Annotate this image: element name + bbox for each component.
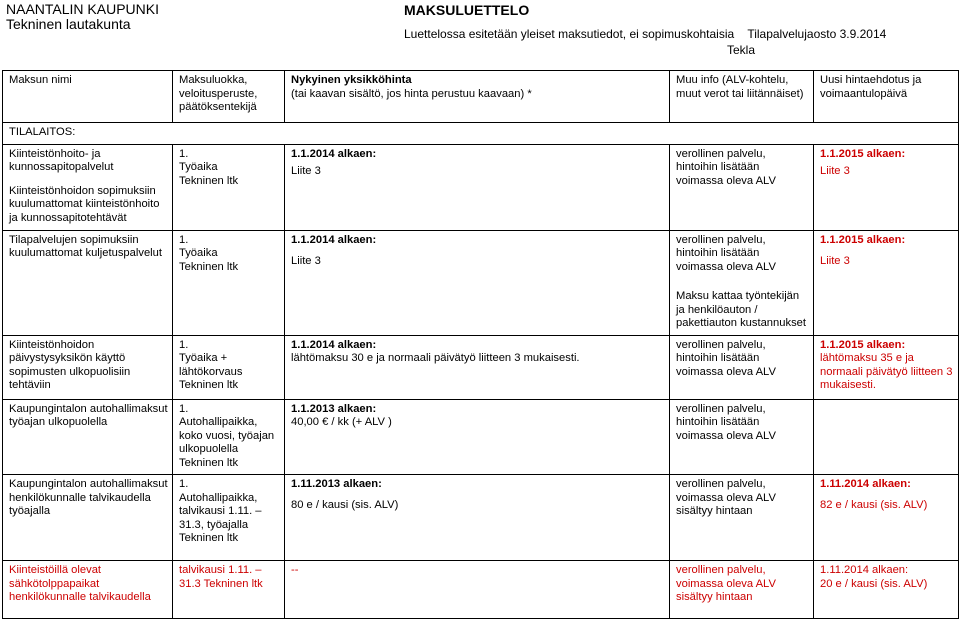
col-header-new-price: Uusi hintaehdotus ja voimaantulopäivä bbox=[814, 71, 959, 123]
col-header-info: Muu info (ALV-kohtelu, muut verot tai liitännäiset) bbox=[670, 71, 814, 123]
fee-name-cell: Tilapalvelujen sopimuksiin kuulumattomat kuljetuspalvelut bbox=[3, 230, 173, 335]
fee-table bbox=[2, 70, 959, 619]
document-title: MAKSULUETTELO bbox=[404, 2, 530, 18]
info-cell: verollinen palvelu, voimassa oleva ALV sisältyy hintaan bbox=[670, 475, 814, 561]
new-price-cell: 1.1.2015 alkaen: Liite 3 bbox=[814, 230, 959, 335]
table-row bbox=[3, 399, 959, 475]
fee-name-cell: Kiinteistöillä olevat sähkötolppapaikat henkilökunnalle talvikaudella bbox=[3, 561, 173, 619]
fee-class-cell: 1. Työaika Tekninen ltk bbox=[173, 230, 285, 335]
info-cell: verollinen palvelu, hintoihin lisätään voimassa oleva ALV Maksu kattaa työntekijän ja henkilöauton / pakettiauton kustannukset bbox=[670, 230, 814, 335]
price-cell: 1.1.2014 alkaen: Liite 3 bbox=[285, 144, 670, 230]
new-price-cell: 1.1.2015 alkaen: lähtömaksu 35 e ja normaali päivätyö liitteen 3 mukaisesti. bbox=[814, 335, 959, 399]
org-line-2: Tekninen lautakunta bbox=[6, 16, 131, 32]
table-row bbox=[3, 144, 959, 230]
info-cell: verollinen palvelu, hintoihin lisätään voimassa oleva ALV bbox=[670, 399, 814, 475]
price-cell: 1.1.2014 alkaen: Liite 3 bbox=[285, 230, 670, 335]
new-price-cell: 1.1.2015 alkaen: Liite 3 bbox=[814, 144, 959, 230]
new-price-cell bbox=[814, 399, 959, 475]
org-line-1: NAANTALIN KAUPUNKI bbox=[6, 1, 159, 17]
table-header-row bbox=[3, 71, 959, 123]
fee-class-cell: 1. Työaika Tekninen ltk bbox=[173, 144, 285, 230]
price-cell: 1.1.2013 alkaen: 40,00 € / kk (+ ALV ) bbox=[285, 399, 670, 475]
fee-name-cell: Kaupungintalon autohallimaksut työajan ulkopuolella bbox=[3, 399, 173, 475]
info-cell: verollinen palvelu, hintoihin lisätään voimassa oleva ALV bbox=[670, 144, 814, 230]
col-header-price: Nykyinen yksikköhinta (tai kaavan sisältö, jos hinta perustuu kaavaan) * bbox=[285, 71, 670, 123]
table-row bbox=[3, 475, 959, 561]
unit-text: Tilapalvelujaosto 3.9.2014 bbox=[747, 27, 887, 41]
fee-class-cell: 1. Autohallipaikka, talvikausi 1.11. – 31.3, työajalla Tekninen ltk bbox=[173, 475, 285, 561]
table-row bbox=[3, 335, 959, 399]
fee-name-cell: Kiinteistönhoidon päivystysyksikön käyttö sopimusten ulkopuolisiin tehtäviin bbox=[3, 335, 173, 399]
info-note: Maksu kattaa työntekijän ja henkilöauton / pakettiauton kustannukset bbox=[676, 290, 806, 329]
info-cell: verollinen palvelu, hintoihin lisätään voimassa oleva ALV bbox=[670, 335, 814, 399]
section-row bbox=[3, 123, 959, 145]
fee-name-cell: Kaupungintalon autohallimaksut henkilökunnalle talvikaudella työajalla bbox=[3, 475, 173, 561]
subtitle-text: Luettelossa esitetään yleiset maksutiedot, ei sopimuskohtaisia bbox=[404, 27, 735, 41]
info-cell: verollinen palvelu, voimassa oleva ALV sisältyy hintaan bbox=[670, 561, 814, 619]
document-subtitle bbox=[404, 26, 886, 58]
table-row bbox=[3, 230, 959, 335]
organization-name bbox=[6, 2, 159, 32]
col-header-name: Maksun nimi bbox=[3, 71, 173, 123]
fee-class-cell: talvikausi 1.11. – 31.3 Tekninen ltk bbox=[173, 561, 285, 619]
price-cell: -- bbox=[285, 561, 670, 619]
col-header-class: Maksuluokka, veloitusperuste, päätöksentekijä bbox=[173, 71, 285, 123]
fee-name-cell: Kiinteistönhoito- ja kunnossapitopalvelut Kiinteistönhoidon sopimuksiin kuulumattomat kiinteistönhoito ja kunnossapitotehtävät bbox=[3, 144, 173, 230]
section-label: TILALAITOS: bbox=[3, 123, 959, 145]
unit-line-2: Tekla bbox=[727, 43, 756, 57]
new-price-cell: 1.11.2014 alkaen: 20 e / kausi (sis. ALV) bbox=[814, 561, 959, 619]
new-price-cell: 1.11.2014 alkaen: 82 e / kausi (sis. ALV) bbox=[814, 475, 959, 561]
fee-class-cell: 1. Työaika + lähtökorvaus Tekninen ltk bbox=[173, 335, 285, 399]
price-cell: 1.1.2014 alkaen: lähtömaksu 30 e ja normaali päivätyö liitteen 3 mukaisesti. bbox=[285, 335, 670, 399]
fee-class-cell: 1. Autohallipaikka, koko vuosi, työajan ulkopuolella Tekninen ltk bbox=[173, 399, 285, 475]
price-cell: 1.11.2013 alkaen: 80 e / kausi (sis. ALV) bbox=[285, 475, 670, 561]
table-row bbox=[3, 561, 959, 619]
